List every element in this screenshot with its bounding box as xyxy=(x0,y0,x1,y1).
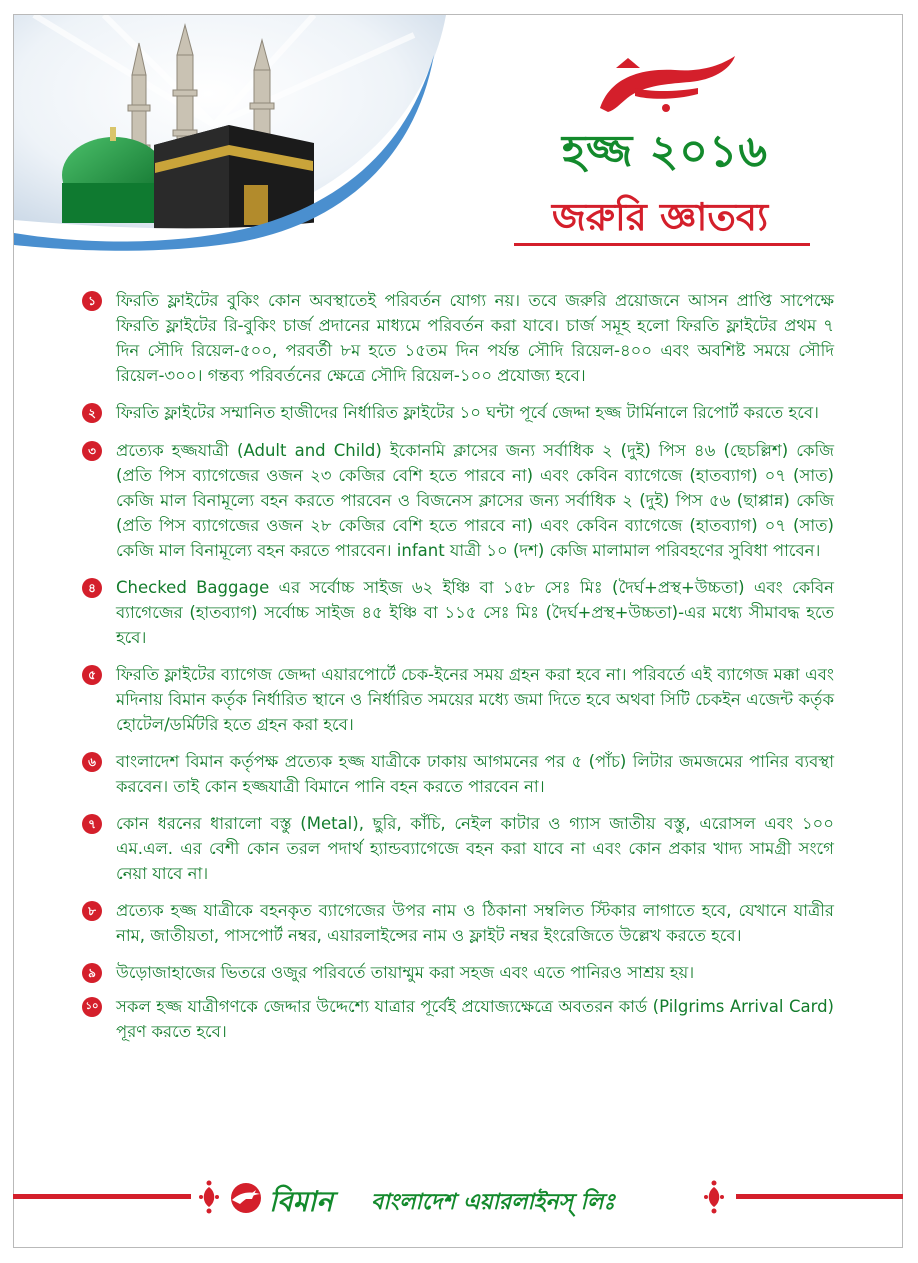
ornament-icon xyxy=(703,1178,725,1216)
item-number-badge: ৯ xyxy=(82,963,102,983)
item-number-badge: ১ xyxy=(82,291,102,311)
footer xyxy=(13,1178,903,1218)
item-number-badge: ৩ xyxy=(82,441,102,461)
subtitle-underline xyxy=(514,243,810,246)
item-number-badge: ৪ xyxy=(82,578,102,598)
page-title: হজ্জ ২০১৬ xyxy=(562,126,768,177)
item-text: ফিরতি ফ্লাইটের ব্যাগেজ জেদ্দা এয়ারপোর্টে চেক-ইনের সময় গ্রহন করা হবে না। পরিবর্তে এই ব্যাগেজ মক্কা এবং মদিনায় বিমান কর্তৃক নির্ধারিত স্থানে ও নির্ধারিত সময়ের মধ্যে জমা দিতে হবে অথবা সিটি চেকইন এজেন্ট কর্তৃক হোটেল/ডর্মিটরি হতে গ্রহন করা হবে। xyxy=(116,665,834,734)
item-text: Checked Baggage এর সর্বোচ্চ সাইজ ৬২ ইঞ্চি বা ১৫৮ সেঃ মিঃ (দৈর্ঘ+প্রস্থ+উচ্চতা) এবং কেবিন ব্যাগেজের (হাতব্যাগ) সর্বোচ্চ সাইজ ৪৫ ইঞ্চি বা ১১৫ সেঃ মিঃ (দৈর্ঘ+প্রস্থ+উচ্চতা)-এর মধ্যে সীমাবদ্ধ হতে হবে। xyxy=(116,578,834,647)
brand-name: বিমান xyxy=(269,1185,333,1218)
item-text: প্রত্যেক হজ্জ যাত্রীকে বহনকৃত ব্যাগেজের উপর নাম ও ঠিকানা সম্বলিত স্টিকার লাগাতে হবে, যেখানে যাত্রীর নাম, জাতীয়তা, পাসপোর্ট নম্বর, এয়ারলাইন্সের নাম ও ফ্লাইট নম্বর ইংরেজিতে উল্লেখ করতে হবে। xyxy=(116,901,834,945)
item-text: সকল হজ্জ যাত্রীগণকে জেদ্দার উদ্দেশ্যে যাত্রার পূর্বেই প্রযোজ্যক্ষেত্রে অবতরন কার্ড (Pilgrims Arrival Card) পূরণ করতে হবে। xyxy=(116,997,834,1041)
footer-rule-right xyxy=(736,1194,903,1199)
list-item xyxy=(82,749,834,799)
list-item xyxy=(82,438,834,563)
list-item xyxy=(82,662,834,737)
item-text: প্রত্যেক হজ্জযাত্রী (Adult and Child) ইকোনমি ক্লাসের জন্য সর্বাধিক ২ (দুই) পিস ৪৬ (ছেচল্লিশ) কেজি (প্রতি পিস ব্যাগেজের ওজন ২৩ কেজির বেশি হতে পারবে না) এবং কেবিন ব্যাগেজে (হাতব্যাগ) ০৭ (সাত) কেজি মাল বিনামূল্যে বহন করতে পারবেন ও বিজনেস ক্লাসের জন্য সর্বাধিক ২ (দুই) পিস ৫৬ (ছাপ্পান্ন) কেজি (প্রতি পিস ব্যাগেজের ওজন ২৮ কেজির বেশি হতে পারবে না) এবং কেবিন ব্যাগেজে (হাতব্যাগ) ০৭ (সাত) কেজি মাল বিনামূল্যে বহন করতে পারবেন। infant যাত্রী ১০ (দশ) কেজি মালামাল পরিবহণের সুবিধা পাবেন। xyxy=(116,441,834,560)
item-text: উড়োজাহাজের ভিতরে ওজুর পরিবর্তে তায়াম্মুম করা সহজ এবং এতে পানিরও সাশ্রয় হয়। xyxy=(116,963,695,982)
notice-list xyxy=(82,288,834,1044)
item-number-badge: ১০ xyxy=(82,997,102,1017)
list-item xyxy=(82,994,834,1044)
list-item xyxy=(82,400,834,425)
item-text: ফিরতি ফ্লাইটের বুকিং কোন অবস্থাতেই পরিবর্তন যোগ্য নয়। তবে জরুরি প্রয়োজনে আসন প্রাপ্তি সাপেক্ষে ফিরতি ফ্লাইটের রি-বুকিং চার্জ প্রদানের মাধ্যমে পরিবর্তন করা যাবে। চার্জ সমূহ হলো ফিরতি ফ্লাইটের প্রথম ৭ দিন সৌদি রিয়েল-৫০০, পরবর্তী ৮ম হতে ১৫তম দিন পর্যন্ত সৌদি রিয়েল-৪০০ এবং অবশিষ্ট সময়ে সৌদি রিয়েল-৩০০। গন্তব্য পরিবর্তনের ক্ষেত্রে সৌদি রিয়েল-১০০ প্রযোজ্য হবে। xyxy=(116,291,834,385)
page-subtitle: জরুরি জ্ঞাতব্য xyxy=(551,195,769,239)
kaaba-illustration xyxy=(14,15,446,255)
arabic-calligraphy xyxy=(580,48,750,118)
brand-tagline: বাংলাদেশ এয়ারলাইনস্ লিঃ xyxy=(371,1190,616,1215)
list-item xyxy=(82,960,834,985)
list-item xyxy=(82,288,834,388)
item-number-badge: ৫ xyxy=(82,665,102,685)
biman-logo-icon xyxy=(226,1182,266,1214)
list-item xyxy=(82,898,834,948)
item-number-badge: ৮ xyxy=(82,901,102,921)
footer-rule-left xyxy=(13,1194,191,1199)
item-number-badge: ২ xyxy=(82,403,102,423)
list-item xyxy=(82,575,834,650)
list-item xyxy=(82,811,834,886)
ornament-icon xyxy=(198,1178,220,1216)
item-number-badge: ৭ xyxy=(82,814,102,834)
item-text: বাংলাদেশ বিমান কর্তৃপক্ষ প্রত্যেক হজ্জ যাত্রীকে ঢাকায় আগমনের পর ৫ (পাঁচ) লিটার জমজমের পানির ব্যবস্থা করবেন। তাই কোন হজ্জযাত্রী বিমানে পানি বহন করতে পারবেন না। xyxy=(116,752,834,796)
item-text: ফিরতি ফ্লাইটের সম্মানিত হাজীদের নির্ধারিত ফ্লাইটের ১০ ঘন্টা পূর্বে জেদ্দা হজ্জ টার্মিনালে রিপোর্ট করতে হবে। xyxy=(116,403,819,422)
item-text: কোন ধরনের ধারালো বস্তু (Metal), ছুরি, কাঁচি, নেইল কাটার ও গ্যাস জাতীয় বস্তু, এরোসল এবং ১০০ এম.এল. এর বেশী কোন তরল পদার্থ হ্যান্ডব্যাগেজে বহন করা যাবে না এবং কোন প্রকার খাদ্য সামগ্রী সংগে নেয়া যাবে না। xyxy=(116,814,834,883)
item-number-badge: ৬ xyxy=(82,752,102,772)
